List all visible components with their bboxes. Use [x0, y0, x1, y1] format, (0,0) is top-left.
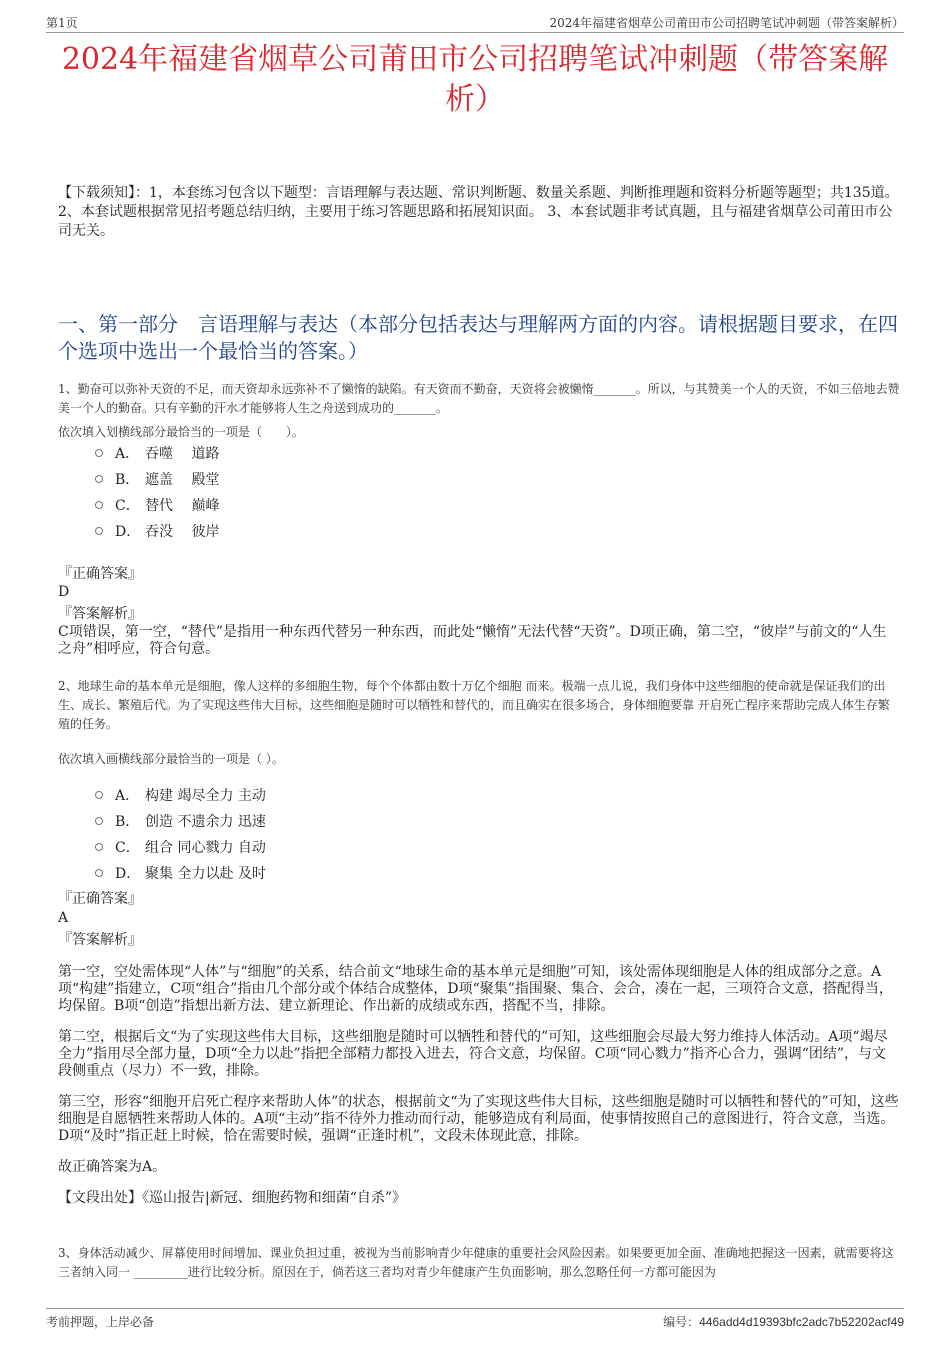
- radio-icon[interactable]: [95, 791, 103, 799]
- option-c[interactable]: C． 替代 巅峰: [95, 492, 219, 518]
- radio-icon[interactable]: [95, 817, 103, 825]
- question-2-options: [95, 782, 266, 886]
- page-footer: [46, 1313, 904, 1330]
- header-divider: [46, 32, 904, 33]
- analysis-body: [58, 964, 900, 1221]
- footer-code: 编号：446add4d19393bfc2adc7b52202acf49: [663, 1315, 904, 1329]
- analysis-source: 【文段出处】《巡山报告|新冠、细胞药物和细菌“自杀”》: [58, 1190, 407, 1206]
- analysis-paragraph: 第一空，空处需体现“人体”与“细胞”的关系，结合前文“地球生命的基本单元是细胞”可知，该处需体现细胞是人体的组成部分之意。A项“构建”指建立，C项“组合”指由几个部分或个体结合成整体，D项“聚集”指围聚、集合、会合，凑在一起，三项符合文意，搭配得当，均保留。B项“创造”指想出新方法、建立新理论、作出新的成绩或东西，搭配不当，排除。: [58, 964, 893, 1014]
- option-d[interactable]: D． 聚集 全力以赴 及时: [95, 860, 266, 886]
- answer-value: D: [58, 584, 70, 600]
- option-d[interactable]: D． 吞没 彼岸: [95, 518, 219, 544]
- question-1-text: 1、勤奋可以弥补天资的不足，而天资却永远弥补不了懒惰的缺陷。有天资而不勤奋，天资将会被懒惰_______。所以，与其赞美一个人的天资，不如三倍地去赞美一个人的勤奋。只有辛勤的汗水才能够将人生之舟送到成功的_______。: [58, 382, 900, 415]
- section-heading: 一、第一部分 言语理解与表达（本部分包括表达与理解两方面的内容。请根据题目要求，在四个选项中选出一个最恰当的答案。）: [58, 312, 898, 363]
- radio-icon[interactable]: [95, 501, 103, 509]
- question-2-text: 2、地球生命的基本单元是细胞，像人这样的多细胞生物，每个个体都由数十万亿个细胞 而来。极端一点儿说，我们身体中这些细胞的使命就是保证我们的出生、成长、繁殖后代。为了实现这些伟大目标，这些细胞是随时可以牺牲和替代的，而且确实在很多场合，身体细胞要靠 开启死亡程序来帮助完成人体生存繁殖的任务。: [58, 679, 890, 731]
- header-doc-title: 2024年福建省烟草公司莆田市公司招聘笔试冲刺题（带答案解析）: [549, 16, 904, 30]
- footer-divider: [46, 1308, 904, 1309]
- analysis-label: 『答案解析』: [58, 932, 142, 948]
- question-1-prompt: 依次填入划横线部分最恰当的一项是（ ）。: [58, 425, 305, 439]
- download-notice: 【下载须知】：1，本套练习包含以下题型：言语理解与表达题、常识判断题、数量关系题、判断推理题和资料分析题等题型；共135道。 2、本套试题根据常见招考题总结归纳，主要用于练习答题思路和拓展知识面。 3、本套试题非考试真题，且与福建省烟草公司莆田市公司无关。: [58, 185, 899, 239]
- option-b[interactable]: B． 创造 不遗余力 迅速: [95, 808, 266, 834]
- page-title: 2024年福建省烟草公司莆田市公司招聘笔试冲刺题（带答案解析）: [61, 42, 889, 117]
- analysis-text: C项错误，第一空，“替代”是指用一种东西代替另一种东西，而此处“懒惰”无法代替“天资”。D项正确，第二空，“彼岸”与前文的“人生之舟”相呼应，符合句意。: [58, 624, 887, 657]
- option-a[interactable]: A． 构建 竭尽全力 主动: [95, 782, 266, 808]
- answer-value: A: [58, 910, 69, 926]
- analysis-paragraph: 第二空，根据后文“为了实现这些伟大目标，这些细胞是随时可以牺牲和替代的”可知，这些细胞会尽最大努力维持人体活动。A项“竭尽全力”指用尽全部力量，D项“全力以赴”指把全部精力都投入进去，符合文意，均保留。C项“同心戮力”指齐心合力，强调“团结”，与文段侧重点（尽力）不一致，排除。: [58, 1029, 888, 1079]
- analysis-paragraph: 第三空，形容“细胞开启死亡程序来帮助人体”的状态，根据前文“为了实现这些伟大目标，这些细胞是随时可以牺牲和替代的”可知，这些细胞是自愿牺牲来帮助人体的。A项“主动”指不待外力推动而行动，能够造成有利局面，使事情按照自己的意图进行，符合文意，当选。D项“及时”指正赶上时候，恰在需要时候，强调“正逢时机”，文段未体现此意，排除。: [58, 1094, 899, 1144]
- option-b[interactable]: B． 遮盖 殿堂: [95, 466, 219, 492]
- answer-label: 『正确答案』: [58, 891, 142, 907]
- footer-slogan: 考前押题，上岸必备: [46, 1315, 155, 1329]
- option-a[interactable]: A． 吞噬 道路: [95, 440, 219, 466]
- option-c[interactable]: C． 组合 同心戮力 自动: [95, 834, 266, 860]
- question-1-options: [95, 440, 219, 544]
- radio-icon[interactable]: [95, 527, 103, 535]
- analysis-conclusion: 故正确答案为A。: [58, 1159, 167, 1175]
- radio-icon[interactable]: [95, 869, 103, 877]
- page-number: 第1页: [46, 16, 78, 30]
- answer-label: 『正确答案』: [58, 566, 142, 582]
- analysis-label: 『答案解析』: [58, 606, 142, 622]
- radio-icon[interactable]: [95, 843, 103, 851]
- question-3-text: 3、身体活动减少、屏幕使用时间增加、课业负担过重，被视为当前影响青少年健康的重要社会风险因素。如果要更加全面、准确地把握这一因素，就需要将这三者纳入同一 _________进行比较分析。原因在于，倘若这三者均对青少年健康产生负面影响，那么忽略任何一方都可能因为: [58, 1246, 894, 1279]
- question-2-prompt: 依次填入画横线部分最恰当的一项是（ ）。: [58, 752, 284, 766]
- page-header: [46, 14, 904, 31]
- radio-icon[interactable]: [95, 475, 103, 483]
- radio-icon[interactable]: [95, 449, 103, 457]
